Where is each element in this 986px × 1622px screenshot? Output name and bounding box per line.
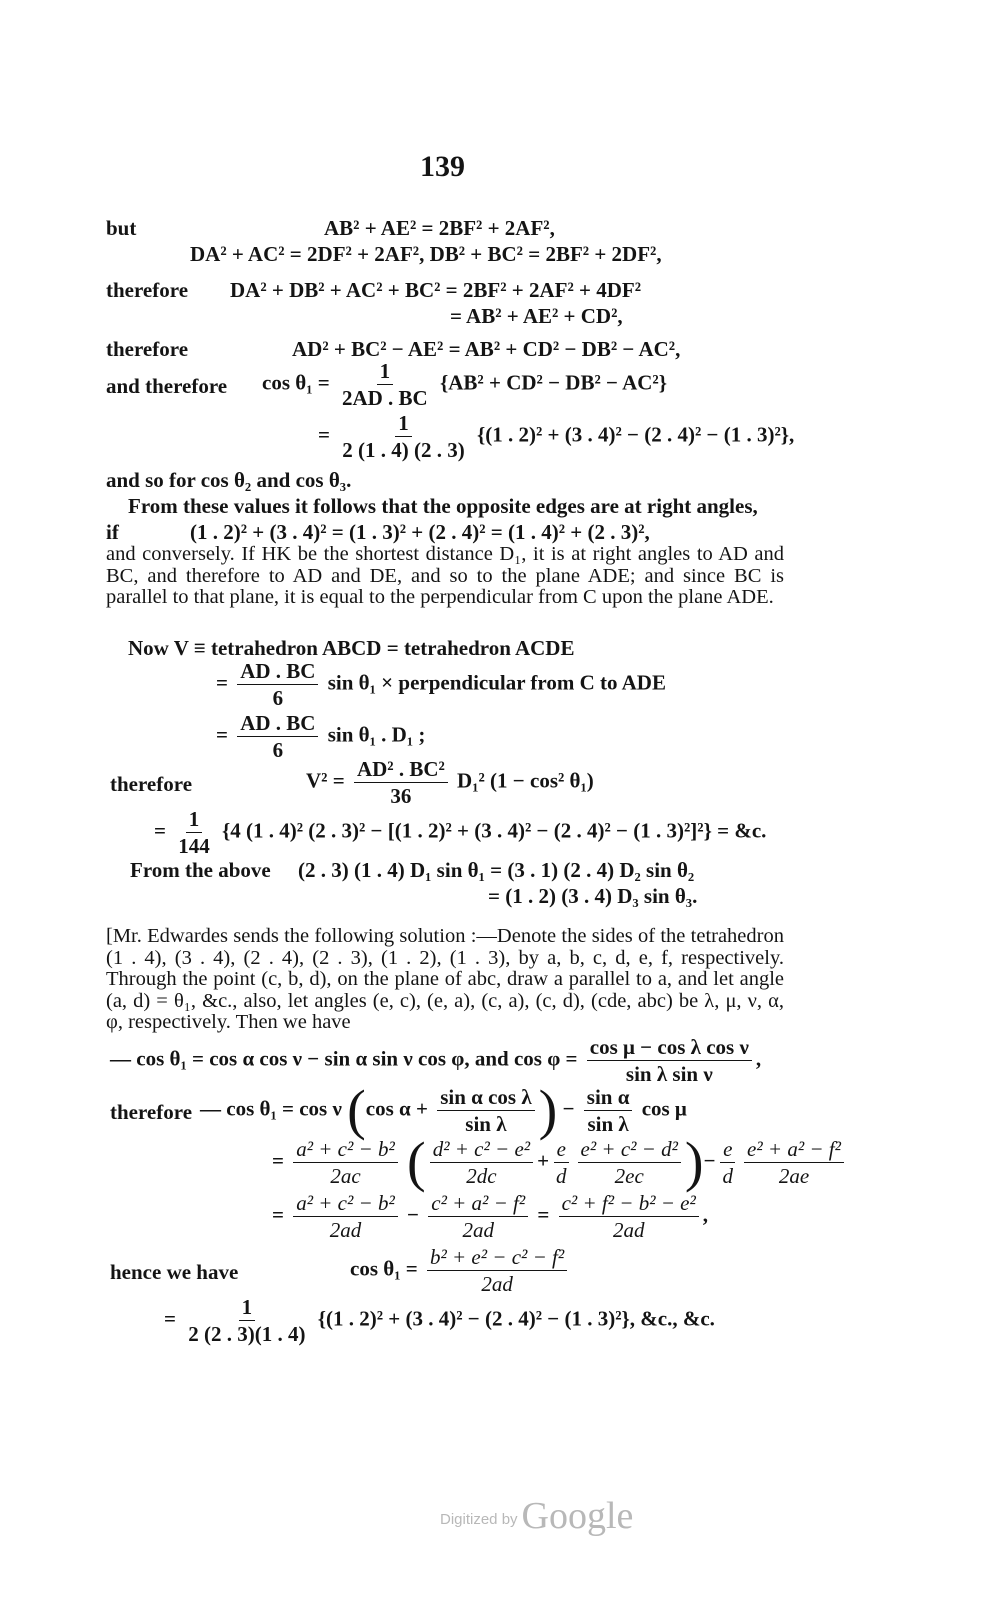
edwardes-equation-4: = $\frac{\text{a² + c² − b²}}{2ad}$ − $\frac{\text{c² + a² − f²}}{2ad}$ = $\frac{\text{c² + f² − b² − e²}}{2ad}$ , [272,1191,709,1242]
denominator: sin λ [465,1112,507,1136]
label-therefore-3: therefore [110,772,193,796]
numerator: AD . BC [237,660,318,685]
volume-equation-1 [216,660,666,709]
denominator: 2ae [778,1164,810,1188]
from-these-line: From these values it follows that the opposite edges are at right angles, [128,494,758,518]
minus-sign: − [407,1202,419,1227]
numerator: c² + a² − f² [428,1192,528,1217]
denominator: sin λ [587,1112,629,1136]
fraction [584,1086,633,1135]
equals-sign: = [216,670,228,695]
numerator: sin α cos λ [437,1086,534,1111]
fraction [428,1192,528,1241]
numerator: 1 [239,1296,256,1321]
equation-1: AB² + AE² = 2BF² + 2AF², [324,216,555,240]
edwardes-equation-5 [350,1246,571,1295]
numerator: 1 [377,360,394,385]
digitized-by-google-watermark [440,1494,633,1538]
fraction [339,360,431,409]
numerator: 1 [186,808,203,833]
edwardes-equation-5-lhs: cos θ₁ = [350,1256,418,1281]
from-above-equation-1: (2 . 3) (1 . 4) D₁ sin θ₁ = (3 . 1) (2 . 4) D₂ sin θ₂ [298,858,695,882]
label-if: if [106,520,119,544]
denominator: 6 [272,738,284,762]
fraction [720,1138,737,1187]
open-paren: ( [407,1131,426,1194]
numerator: sin α [584,1086,633,1111]
edwardes-equation-1: — cos θ₁ = cos α cos ν − sin α sin ν cos φ, and cos φ = $\frac{\text{cos μ − cos λ cos ν}}{\text{sin λ sin ν}}$ , [110,1035,762,1086]
v-squared-expansion-rhs: {4 (1 . 4)² (2 . 3)² − [(1 . 2)² + (3 . 4)² − (2 . 4)² − (1 . 3)²]²} = &c. [221,818,767,843]
numerator: AD² . BC² [354,758,448,783]
denominator: 2ad [329,1218,362,1242]
numerator: e [554,1138,569,1163]
volume-equation-2 [216,712,425,761]
and-so-line: and so for cos θ₂ and cos θ₃. [106,468,352,492]
cos-theta-numeric-rhs: {(1 . 2)² + (3 . 4)² − (2 . 4)² − (1 . 3)²}, [476,422,795,447]
fraction [175,808,213,857]
fraction [185,1296,308,1345]
equation-2: DA² + AC² = 2DF² + 2AF², DB² + BC² = 2BF² + 2DF², [190,242,662,266]
from-above-equation-2: = (1 . 2) (3 . 4) D₃ sin θ₃. [488,884,698,908]
edwardes-equation-2-lhs: — cos θ₁ = cos ν [200,1096,342,1121]
equals-sign: = [272,1148,284,1173]
edwardes-equation-6 [164,1296,715,1345]
numerator: e² + c² − d² [578,1138,681,1163]
fraction [437,1086,534,1135]
label-therefore-4: therefore [110,1100,193,1124]
fraction [293,1192,398,1241]
denominator: 6 [272,686,284,710]
equals-sign: = [272,1202,284,1227]
denominator: sin λ sin ν [625,1062,713,1086]
numerator: e [720,1138,735,1163]
denominator: 2ad [612,1218,645,1242]
v-squared-rhs: D₁² (1 − cos² θ₁) [457,768,594,793]
edwardes-equation-3 [272,1131,848,1194]
fraction [587,1036,752,1085]
denominator: 2ac [330,1164,361,1188]
conversely-paragraph: and conversely. If HK be the shortest distance D₁, it is at right angles to AD and BC, and therefore to AD and DE, and so to the plane ADE; and since BC is parallel to that plane, it is equal to the perpendicular from C upon the plane ADE. [106,543,784,608]
v-squared-expansion [154,808,766,857]
cos-theta-numeric-equation [318,412,794,461]
numerator: b² + e² − c² − f² [427,1246,567,1271]
fraction [293,1138,398,1187]
equals-sign: = [164,1306,176,1331]
equation-4: = AB² + AE² + CD², [450,304,623,328]
close-paren: ) [538,1079,558,1142]
edwardes-paragraph: [Mr. Edwardes sends the following solution :—Denote the sides of the tetrahedron (1 . 4), (3 . 4), (2 . 4), (2 . 3), (1 . 2), (1 . 3), by a, b, c, d, e, f, respectively. Through the point (c, b, d), on the plane of abc, draw a parallel to a, and let angle (a, d) = θ₁, &c., also, let angles (e, c), (e, a), (c, a), (c, d), (cde, abc) be λ, μ, ν, α, φ, respectively. Then we have [106,925,784,1033]
denominator: 36 [390,784,412,808]
numerator: d² + c² − e² [430,1138,533,1163]
denominator: 2ad [481,1272,513,1296]
if-equation: (1 . 2)² + (3 . 4)² = (1 . 3)² + (2 . 4)² = (1 . 4)² + (2 . 3)², [190,520,650,544]
label-but: but [106,216,137,240]
denominator: 2ec [614,1164,644,1188]
label-therefore-1: therefore [106,278,189,302]
google-logo-text: Google [521,1495,634,1537]
numerator: 1 [395,412,412,437]
v-squared-equation [306,758,594,807]
cos-mu-term: cos μ [641,1096,687,1121]
fraction [430,1138,533,1187]
denominator: d [722,1164,734,1188]
plus-sign: + [537,1148,550,1173]
fraction [578,1138,681,1187]
edwardes-equation-2 [200,1079,687,1142]
close-paren: ) [684,1131,704,1194]
open-paren: ( [347,1079,366,1142]
denominator: 2AD . BC [341,386,428,410]
equals-sign: = [537,1202,550,1227]
denominator: d [556,1164,567,1188]
edwardes-equation-6-rhs: {(1 . 2)² + (3 . 4)² − (2 . 4)² − (1 . 3)²}, &c., &c. [317,1306,715,1331]
fraction [553,1138,570,1187]
label-therefore-2: therefore [106,337,189,361]
fraction [339,412,467,461]
numerator: c² + f² − b² − e² [559,1192,699,1217]
denominator: 2 (2 . 3)(1 . 4) [188,1322,306,1346]
denominator: 2ad [462,1218,494,1242]
numerator: a² + c² − b² [293,1138,398,1163]
fraction [237,660,318,709]
equation-5: AD² + BC² − AE² = AB² + CD² − DB² − AC², [292,337,681,361]
numerator: AD . BC [237,712,318,737]
minus-sign: − [562,1096,575,1121]
cos-theta-lhs: cos θ₁ = [262,370,330,395]
digitized-by-text: Digitized by [440,1511,518,1528]
fraction [237,712,318,761]
label-hence-we-have: hence we have [110,1260,239,1284]
numerator: e² + a² − f² [744,1138,844,1163]
cos-theta-equation [262,360,667,409]
edwardes-equation-1-lhs: — cos θ₁ = cos α cos ν − sin α sin ν cos φ, and cos φ = [110,1046,578,1071]
fraction [744,1138,844,1187]
fraction [427,1246,567,1295]
volume-equation-2-rhs: sin θ₁ . D₁ ; [327,722,426,747]
label-from-the-above: From the above [130,858,271,882]
numerator: cos μ − cos λ cos ν [587,1036,752,1061]
v-squared-lhs: V² = [306,768,345,793]
equals-sign: = [216,722,228,747]
equation-3: DA² + DB² + AC² + BC² = 2BF² + 2AF² + 4DF² [230,278,642,302]
equals-sign: = [154,818,166,843]
volume-equation-1-rhs: sin θ₁ × perpendicular from C to ADE [327,670,666,695]
fraction [559,1192,699,1241]
fraction [354,758,448,807]
denominator: 2 (1 . 4) (2 . 3) [342,438,465,462]
page-number: 139 [420,150,465,183]
numerator: a² + c² − b² [293,1192,398,1217]
denominator: 2dc [466,1164,497,1188]
minus-sign: − [703,1148,716,1173]
denominator: 144 [178,834,210,858]
cos-theta-rhs: {AB² + CD² − DB² − AC²} [439,370,667,395]
label-and-therefore: and therefore [106,374,228,398]
now-v-line: Now V ≡ tetrahedron ABCD = tetrahedron ACDE [128,636,575,660]
cos-alpha-term: cos α + [365,1096,428,1121]
equals-sign: = [318,422,330,447]
